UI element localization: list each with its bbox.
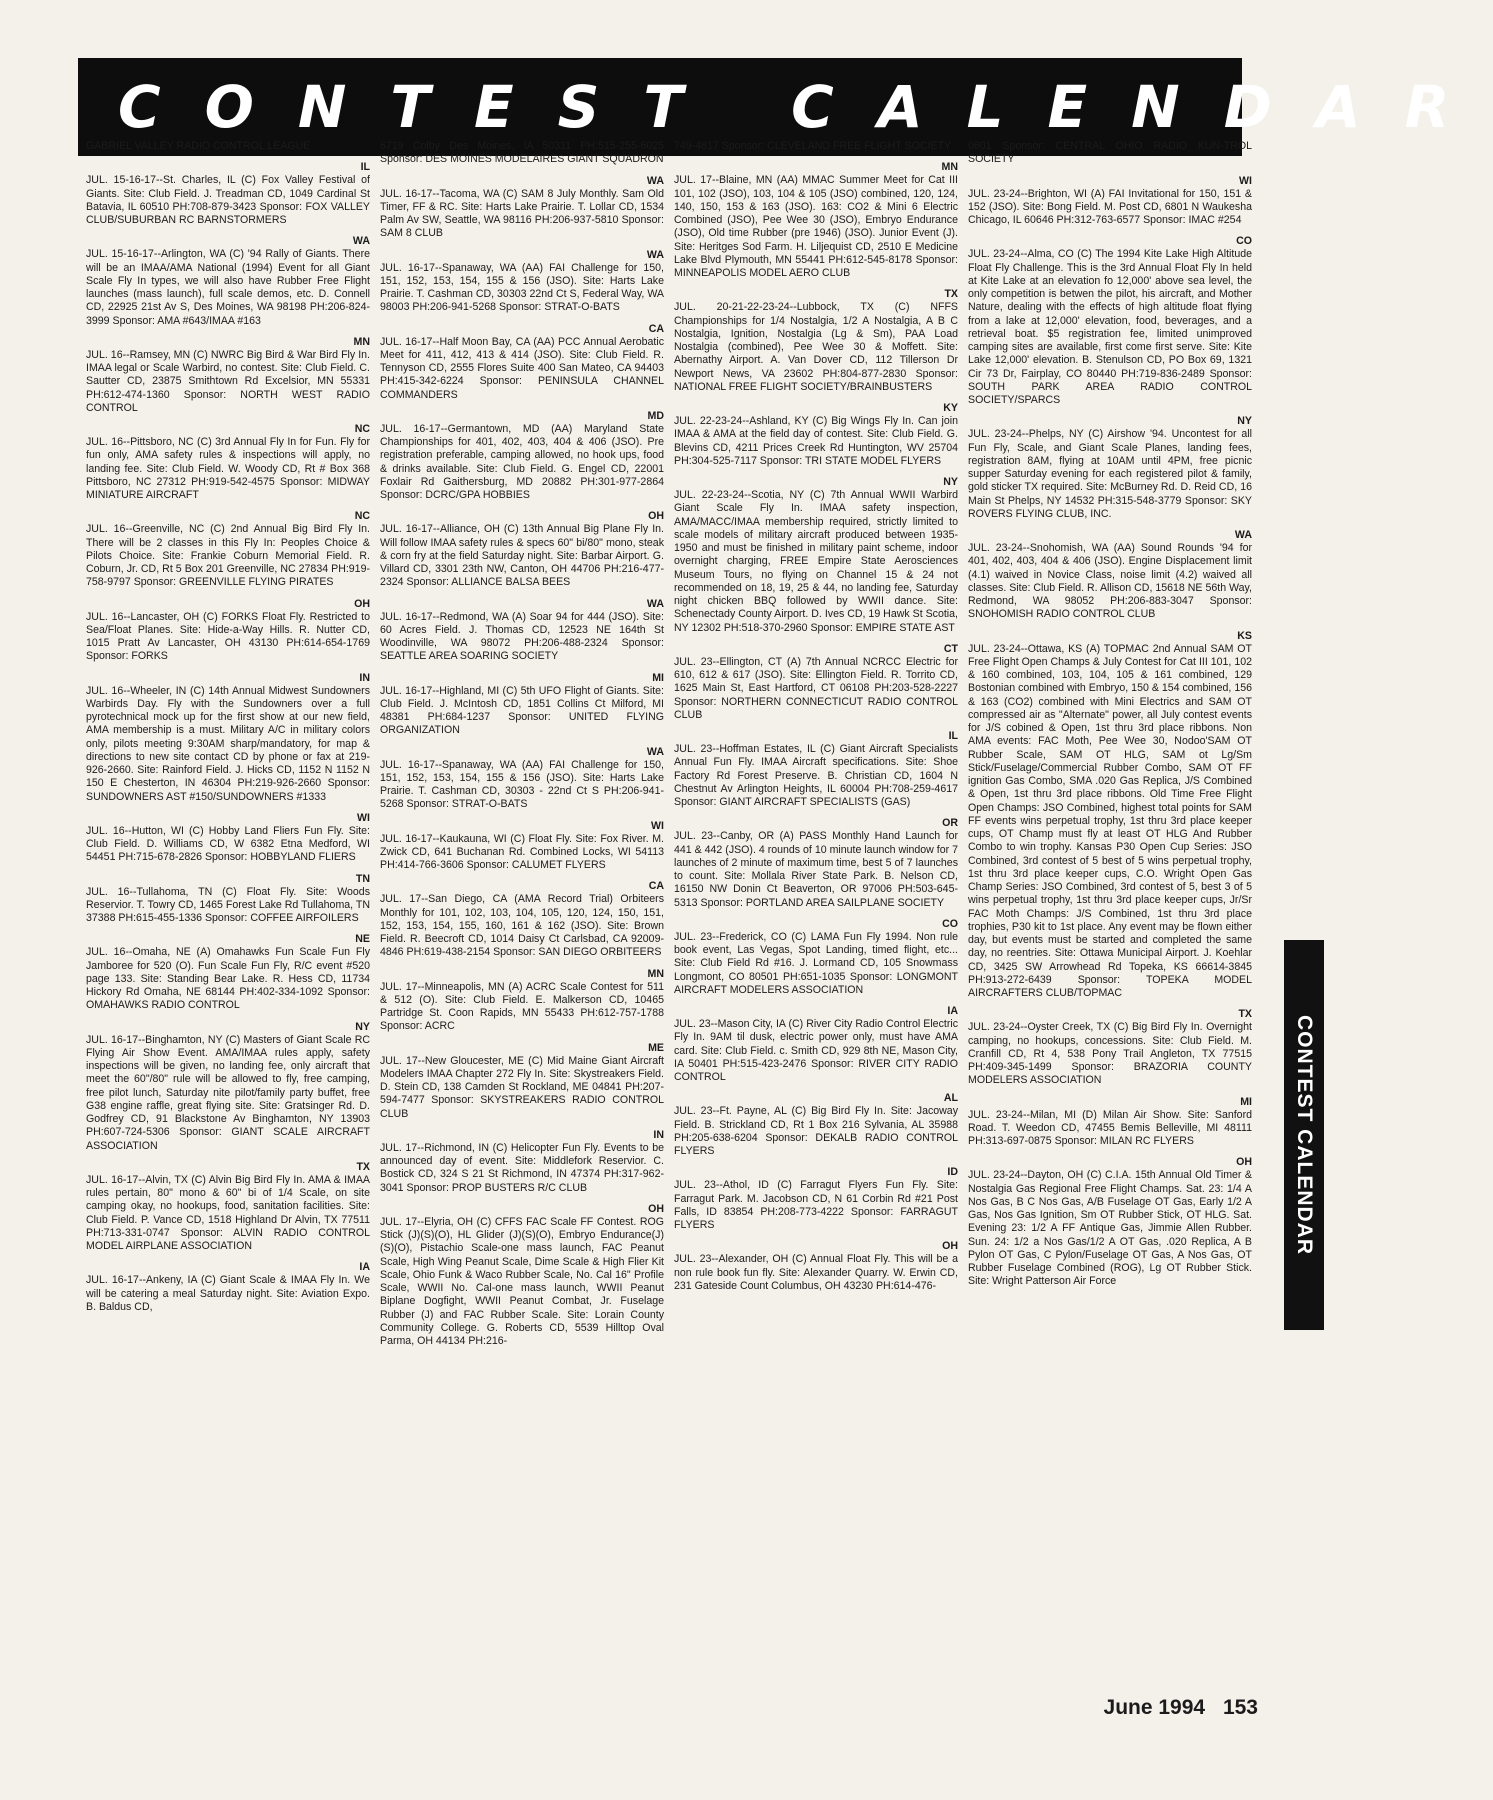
contest-entry: JUL. 16--Hutton, WI (C) Hobby Land Fliers Fun Fly. Site: Club Field. D. Williams CD, W 6382 Etna Medford, WI 54451 PH:715-678-2826 Sponsor: HOBBYLAND FLIERS	[86, 824, 370, 864]
contest-entry: JUL. 16--Omaha, NE (A) Omahawks Fun Scale Fun Fly Jamboree for 520 (O). Fun Scale Fun Fly, R/C event #520 page 133. Site: Standing Bear Lake. R. Hess CD, 11734 Hickory Rd Omaha, NE 68144 PH:402-334-1092 Sponsor: OMAHAWKS RADIO CONTROL	[86, 946, 370, 1012]
state-heading: WI	[357, 811, 370, 824]
contest-entry: JUL. 22-23-24--Scotia, NY (C) 7th Annual WWII Warbird Giant Scale Fly In. IMAA safety inspection, AMA/MACC/IMAA membership required, strictly limited to scale models of military aircraft produced between 1935-1950 and must be finished in military paint scheme, indoor overnight charging, FREE Empire State Aerosciences Museum Tours, no flying on Channel 15 & 24 not recommended on 18, 19, 25 & 44, no landing fee, Saturday night chicken BBQ followed by WWII dance. Site: Schenectady County Airport. D. Ives CD, 19 Hawk St Scotia, NY 12302 PH:518-370-2960 Sponsor: EMPIRE STATE AST	[674, 489, 958, 634]
state-heading: TX	[944, 288, 958, 301]
state-heading: NC	[354, 423, 370, 435]
state-heading: IN	[359, 671, 370, 684]
state-heading: WA	[646, 248, 664, 261]
contest-entry: JUL. 16--Wheeler, IN (C) 14th Annual Midwest Sundowners Warbirds Day. Fly with the Sundowners over a full pyrotechnical mock up for the first show at our new field, AMA membership is a must. Military A/C in military colors only, pilots meeting 9:30AM sharp/mandatory, for map & directions to new site contact CD by phone or fax at 219-926-2660. Site: Rainford Field. J. Hicks CD, 1152 N 1152 N 150 E Chesterton, IN 46304 PH:219-926-2660 Sponsor: SUNDOWNERS AST #150/SUNDOWNERS #1333	[86, 684, 370, 803]
state-heading: IN	[653, 1128, 664, 1141]
state-heading: MN	[647, 967, 664, 980]
calendar-column-1	[86, 140, 370, 1590]
state-heading: CO	[1236, 235, 1252, 248]
page-number: 153	[1222, 1696, 1258, 1719]
state-heading: NC	[354, 510, 370, 523]
issue-date: June 1994	[1103, 1696, 1206, 1719]
contest-entry: JUL. 16-17--Tacoma, WA (C) SAM 8 July Monthly. Sam Old Timer, FF & RC. Site: Harts Lake Prairie. T. Lollar CD, 1534 Palm Av SW, Seattle, WA 98116 PH:206-937-5810 Sponsor: SAM 8 CLUB	[380, 187, 664, 240]
state-heading: TX	[356, 1160, 370, 1173]
side-tab	[1284, 940, 1324, 1330]
state-heading: WA	[1234, 529, 1252, 541]
side-tab-label: CONTEST CALENDAR	[1293, 1015, 1316, 1255]
state-heading: OH	[648, 510, 664, 523]
contest-entry: JUL. 23-24--Oyster Creek, TX (C) Big Bird Fly In. Overnight camping, no hookups, concessions. Site: Club Field. M. Cranfill CD, Rt 4, 538 Pony Trail Angleton, TX 77515 PH:409-345-1499 Sponsor: BRAZORIA COUNTY MODELERS ASSOCIATION	[968, 1021, 1252, 1087]
state-heading: NY	[355, 1020, 370, 1033]
contest-entry: JUL. 23--Alexander, OH (C) Annual Float Fly. This will be a non rule book fun fly. Site: Alexander Quarry. W. Erwin CD, 231 Gateside Count Columbus, OH 43230 PH:614-476-	[674, 1253, 958, 1292]
state-heading: MN	[941, 161, 958, 174]
contest-entry: JUL. 23--Mason City, IA (C) River City Radio Control Electric Fly In. 9AM til dusk, electric power only, must have AMA card. Site: Club Field. c. Smith CD, 929 8th NE, Mason City, IA 50401 PH:515-423-2476 Sponsor: RIVER CITY RADIO CONTROL	[674, 1018, 958, 1083]
state-heading: AL	[943, 1092, 958, 1105]
state-heading: IL	[360, 161, 370, 174]
state-heading: WI	[1239, 174, 1252, 187]
state-heading: OH	[942, 1240, 958, 1253]
state-heading: MN	[353, 335, 370, 348]
contest-entry: JUL. 16-17--Germantown, MD (AA) Maryland State Championships for 401, 402, 403, 404 & 406 (JSO). Pre registration preferable, camping allowed, no hook ups, food & drinks available. Site: Club Field. G. Engel CD, 22001 Foxlair Rd Gaithersburg, MD 20882 PH:301-977-2864 Sponsor: DCRC/GPA HOBBIES	[380, 422, 664, 501]
contest-entry: JUL. 17--San Diego, CA (AMA Record Trial) Orbiteers Monthly for 101, 102, 103, 104, 105, 120, 124, 150, 151, 152, 153, 154, 155, 160, 161 & 162 (JSO). Site: Brown Field. R. Beecroft CD, 1014 Daisy Ct Carlsbad, CA 92009-4846 PH:619-438-2154 Sponsor: SAN DIEGO ORBITEERS	[380, 893, 664, 959]
state-heading: ID	[947, 1166, 958, 1179]
state-heading: IL	[948, 730, 958, 742]
contest-entry: JUL. 16-17--Spanaway, WA (AA) FAI Challenge for 150, 151, 152, 153, 154, 155 & 156 (JSO). Site: Harts Lake Prairie. T. Cashman CD, 30303 22nd Ct S, Federal Way, WA 98003 PH:206-941-5268 Sponsor: STRAT-O-BATS	[380, 261, 664, 314]
calendar-column-2	[380, 140, 664, 1590]
contest-entry: JUL. 22-23-24--Ashland, KY (C) Big Wings Fly In. Can join IMAA & AMA at the field day of contest. Site: Club Field. G. Blevins CD, 4211 Prices Creek Rd Huntington, WV 25704 PH:304-525-7117 Sponsor: TRI STATE MODEL FLYERS	[674, 415, 958, 467]
contest-entry: JUL. 16-17--Alvin, TX (C) Alvin Big Bird Fly In. AMA & IMAA rules pertain, 80" mono & 60" bi of 1/4 Scale, on site camping okay, no hookups, food, sanitation facilities. Site: Club Field. P. Vance CD, 1518 Highland Dr Alvin, TX 77511 PH:713-331-0747 Sponsor: ALVIN RADIO CONTROL MODEL AIRPLANE ASSOCIATION	[86, 1173, 370, 1252]
contest-entry: JUL. 23-24--Phelps, NY (C) Airshow '94. Uncontest for all Fun Fly, Scale, and Giant Scale Planes, landing fees, registration 8AM, flying at 10AM until 4PM, free picnic supper Saturday evening for each registered pilot & family, gold sticker TX required. Site: McBurney Rd. D. Reid CD, 16 Main St Phelps, NY 14532 PH:315-548-3779 Sponsor: SKY ROVERS FLYING CLUB, INC.	[968, 428, 1252, 520]
page-footer	[1104, 1696, 1258, 1720]
contest-entry: JUL. 16--Pittsboro, NC (C) 3rd Annual Fly In for Fun. Fly for fun only, AMA safety rules & inspections will apply, no landing fee. Site: Club Field. W. Woody CD, Rt # Box 368 Pittsboro, NC 27312 PH:919-542-4575 Sponsor: MIDWAY MINIATURE AIRCRAFT	[86, 436, 370, 501]
contest-entry: JUL. 23-24--Snohomish, WA (AA) Sound Rounds '94 for 401, 402, 403, 404 & 406 (JSO). Engine Displacement limit (4.1) waived in Novice Class, noise limit (4.2) waived all classes. Site: Club Field. R. Allison CD, 15618 NE 56th Way, Redmond, WA 98052 PH:206-883-3047 Sponsor: SNOHOMISH RADIO CONTROL CLUB	[968, 542, 1252, 621]
contest-entry: JUL. 23-24--Milan, MI (D) Milan Air Show. Site: Sanford Road. T. Weedon CD, 47455 Bemis Belleville, MI 48111 PH:313-697-0875 Sponsor: MILAN RC FLYERS	[968, 1108, 1252, 1147]
state-heading: OH	[1236, 1156, 1252, 1169]
state-heading: WA	[646, 745, 664, 758]
state-heading: TN	[355, 872, 370, 885]
state-heading: WA	[352, 235, 370, 248]
contest-entry: JUL. 16-17--Half Moon Bay, CA (AA) PCC Annual Aerobatic Meet for 411, 412, 413 & 414 (JSO). Site: Club Field. R. Tennyson CD, 2555 Flores Suite 400 San Mateo, CA 94403 PH:415-342-6224 Sponsor: PENINSULA CHANNEL COMMANDERS	[380, 335, 664, 401]
state-heading: OR	[942, 817, 958, 830]
state-heading: NY	[943, 476, 958, 488]
contest-entry: JUL. 16-17--Ankeny, IA (C) Giant Scale & IMAA Fly In. We will be catering a meal Saturday night. Site: Aviation Expo. B. Baldus CD,	[86, 1274, 370, 1313]
state-heading: MD	[647, 409, 664, 422]
contest-entry: JUL. 23--Ellington, CT (A) 7th Annual NCRCC Electric for 610, 612 & 617 (JSO). Site: Ellington Field. R. Torrito CD, 1625 Main St, East Hartford, CT 06108 PH:203-528-2227 Sponsor: NORTHERN CONNECTICUT RADIO CONTROL CLUB	[674, 655, 958, 721]
contest-entry: JUL. 23--Ft. Payne, AL (C) Big Bird Fly In. Site: Jacoway Field. B. Strickland CD, Rt 1 Box 216 Sylvania, AL 35988 PH:205-638-6204 Sponsor: DEKALB RADIO CONTROL FLYERS	[674, 1105, 958, 1157]
contest-entry: JUL. 17--Richmond, IN (C) Helicopter Fun Fly. Events to be announced day of event. Site: Middlefork Reservior. C. Bostick CD, 324 S 21 St Richmond, IN 47374 PH:317-962-3041 Sponsor: PROP BUSTERS R/C CLUB	[380, 1141, 664, 1194]
contest-entry: JUL. 23--Hoffman Estates, IL (C) Giant Aircraft Specialists Annual Fun Fly. IMAA Aircraft specifications. Site: Shoe Factory Rd Forest Preserve. B. Christian CD, 1604 N Chestnut Av Arlington Heights, IL 60004 PH:708-259-4617 Sponsor: GIANT AIRCRAFT SPECIALISTS (GAS)	[674, 743, 958, 808]
state-heading: WI	[651, 819, 664, 832]
state-heading: CO	[942, 917, 958, 930]
state-heading: IA	[359, 1261, 370, 1274]
calendar-column-4	[968, 140, 1252, 1590]
contest-entry: JUL. 23--Canby, OR (A) PASS Monthly Hand Launch for 441 & 442 (JSO). 4 rounds of 10 minute launch window for 7 launches of 2 minute of maximum time, best 5 of 7 launches to count. Site: Mollala River State Park. B. Nelson CD, 16150 NW Donin Ct Beaverton, OR 97006 PH:503-645-5313 Sponsor: PORTLAND AREA SAILPLANE SOCIETY	[674, 830, 958, 909]
state-heading: OH	[648, 1202, 664, 1215]
state-heading: MI	[1240, 1095, 1252, 1108]
state-heading: KS	[1237, 629, 1252, 642]
contest-entry: JUL. 16--Greenville, NC (C) 2nd Annual Big Bird Fly In. There will be 2 classes in this Fly In: Peoples Choice & Pilots Choice. Site: Frankie Coburn Memorial Field. R. Coburn, Jr. CD, Rt 5 Box 201 Greenville, NC 27834 PH:919-758-9797 Sponsor: GREENVILLE FLYING PIRATES	[86, 523, 370, 589]
state-heading: OH	[354, 597, 370, 610]
state-heading: CA	[648, 880, 664, 893]
contest-entry: JUL. 16--Lancaster, OH (C) FORKS Float Fly. Restricted to Sea/Float Planes. Site: Hide-a-Way Hills. R. Nutter CD, 1015 Pratt Av Lancaster, OH 43130 PH:614-654-1769 Sponsor: FORKS	[86, 610, 370, 663]
contest-entry: 6719 Colby Des Moines, IA 50311 PH:515-255-6025 Sponsor: DES MOINES MODELAIRES GIANT SQUADRON	[380, 140, 664, 166]
contest-entry: JUL. 16--Ramsey, MN (C) NWRC Big Bird & War Bird Fly In. IMAA legal or Scale Warbird, no contest. Site: Club Field. C. Sautter CD, 23875 Smithtown Rd Excelsior, MN 55331 PH:612-474-1360 Sponsor: NORTH WEST RADIO CONTROL	[86, 348, 370, 414]
state-heading: CA	[648, 322, 664, 335]
contest-entry: JUL. 15-16-17--St. Charles, IL (C) Fox Valley Festival of Giants. Site: Club Field. J. Treadman CD, 1049 Cardinal St Batavia, IL 60510 PH:708-879-3423 Sponsor: FOX VALLEY CLUB/SUBURBAN RC BARNSTORMERS	[86, 174, 370, 226]
state-heading: NE	[355, 933, 370, 946]
contest-entry: JUL. 23-24--Dayton, OH (C) C.I.A. 15th Annual Old Timer & Nostalgia Gas Regional Free Flight Champs. Sat. 23: 1/4 A Nos Gas, B C Nos Gas, A/B Fuselage OT Gas, Early 1/2 A Gas, Nos Gas Ignition, Sm OT Rubber Stick, OT HLG. Sat. Evening 23: 1/2 A FF Antique Gas, Jimmie Allen Rubber. Sun. 24: 1/2 a Nos Gas/1/2 A OT Gas, .020 Replica, A B Pylon OT Gas, C Pylon/Fuselage OT Gas, A Nos Gas, OT Rubber Fuselage Combined (ROG), Lg OT Rubber Stick. Site: Wright Patterson Air Force	[968, 1169, 1252, 1288]
state-heading: MI	[652, 671, 664, 684]
contest-entry: JUL. 23-24--Alma, CO (C) The 1994 Kite Lake High Altitude Float Fly Challenge. This is the 3rd Annual Float Fly In held at Kite Lake at an elevation fo 12,000' above sea level, the only competition is betwen the pilot, his aircraft, and Mother Nature, dealing with the effects of high altitude float flying from a lake at 12,000' elevation, food, beverages, and a retrieval boat. $5 registration fee, limited unimproved camping sites are available, first come first serve. Site: Kite Lake 12,000' elevation. B. Stenulson CD, PO Box 69, 1321 Cir 73 Dr, Fairplay, CO 80440 PH:719-836-2489 Sponsor: SOUTH PARK AREA RADIO CONTROL SOCIETY/SPARCS	[968, 248, 1252, 406]
state-heading: KY	[943, 402, 958, 414]
contest-entry: JUL. 17--Blaine, MN (AA) MMAC Summer Meet for Cat III 101, 102 (JSO), 103, 104 & 105 (JSO) combined, 120, 124, 140, 150, 153 & 163 (JSO). 163: CO2 & Mini 6 Electric Combined (JSO), Pee Wee 30 (JSO), Embryo Endurance (JSO), Old time Rubber (pre 1946) (JSO). Junior Event (J). Site: Heritges Sod Farm. H. Liljequist CD, 2510 E Medicine Lake Blvd Plymouth, MN 55441 PH:612-545-8178 Sponsor: MINNEAPOLIS MODEL AERO CLUB	[674, 174, 958, 279]
contest-entry: JUL. 16-17--Binghamton, NY (C) Masters of Giant Scale RC Flying Air Show Event. AMA/IMAA rules apply, safety inspections will be given, no landing fee, only aircraft that meet the 60"/80" rule will be allowed to fly, free camping, free pilot lunch, Saturday nite pilot/family party buffet, free G38 engine raffle, great flying site. Site: Gratsinger Rd. D. Godfrey CD, 91 Blackstone Av Binghamton, NY 13903 PH:607-724-5306 Sponsor: GIANT SCALE AIRCRAFT ASSOCIATION	[86, 1033, 370, 1152]
contest-entry: JUL. 23-24--Brighton, WI (A) FAI Invitational for 150, 151 & 152 (JSO). Site: Bong Field. M. Post CD, 6801 N Waukesha Chicago, IL 60646 PH:312-763-6577 Sponsor: IMAC #254	[968, 187, 1252, 226]
contest-entry: JUL. 16-17--Kaukauna, WI (C) Float Fly. Site: Fox River. M. Zwick CD, 641 Buchanan Rd. Combined Locks, WI 54113 PH:414-766-3606 Sponsor: CALUMET FLYERS	[380, 832, 664, 871]
contest-entry: JUL. 16-17--Redmond, WA (A) Soar 94 for 444 (JSO). Site: 60 Acres Field. J. Thomas CD, 12523 NE 164th St Woodinville, WA 98072 PH:206-488-2324 Sponsor: SEATTLE AREA SOARING SOCIETY	[380, 610, 664, 663]
state-heading: CT	[943, 642, 958, 655]
contest-entry: JUL. 17--New Gloucester, ME (C) Mid Maine Giant Aircraft Modelers IMAA Chapter 272 Fly In. Site: Skystreakers Field. D. Stein CD, 138 Camden St Rockland, ME 04841 PH:207-594-7477 Sponsor: SKYSTREAKERS RADIO CONTROL CLUB	[380, 1054, 664, 1120]
calendar-column-3	[674, 140, 958, 1590]
state-heading: NY	[1237, 415, 1252, 428]
contest-entry: 749-4817 Sponsor: CLEVELAND FREE FLIGHT SOCIETY	[674, 140, 952, 152]
state-heading: TX	[1238, 1008, 1252, 1021]
state-heading: WA	[646, 597, 664, 610]
contest-entry: JUL. 16-17--Alliance, OH (C) 13th Annual Big Plane Fly In. Will follow IMAA safety rules & specs 60" bi/80" mono, steak & corn fry at the field Saturday night. Site: Barbar Airport. G. Villard CD, 3301 23th NW, Canton, OH 44706 PH:216-477-2324 Sponsor: ALLIANCE BALSA BEES	[380, 523, 664, 589]
contest-entry: JUL. 20-21-22-23-24--Lubbock, TX (C) NFFS Championships for 1/4 Nostalgia, 1/2 A Nostalgia, A B C Nostalgia, Ignition, Nostalgia (Lg & Sm), PAA Load Nostalgia (combined), Pee Wee 30 & Moffett. Site: Abernathy Airport. A. Van Dover CD, 112 Tillerson Dr Newport News, VA 23602 PH:804-877-2830 Sponsor: NATIONAL FREE FLIGHT SOCIETY/BRAINBUSTERS	[674, 301, 958, 393]
contest-entry: JUL. 17--Elyria, OH (C) CFFS FAC Scale FF Contest. ROG Stick (J)(S)(O), HL Glider (J)(S)(O), Embryo Endurance(J)(S)(O), Pistachio Scale-one mass launch, FAC Peanut Scale, High Wing Peanut Scale, Dime Scale & High Flier Kit Scale, Ohio Funk & Waco Rubber Scale, No. Cal 16" Profile Scale, WWII No. Cal-one mass launch, WWII Peanut Biplane Dogfight, WWII Peanut Combat, Jr. Fuselage Rubber (J) and FAC Rubber Scale. Site: Lorain County Community College. G. Roberts CD, 5539 Hilltop Oval Parma, OH 44134 PH:216-	[380, 1215, 664, 1347]
state-heading: WA	[646, 174, 664, 187]
banner-title: CONTEST CALENDAR	[118, 73, 1493, 141]
contest-entry: JUL. 16-17--Highland, MI (C) 5th UFO Flight of Giants. Site: Club Field. J. McIntosh CD, 1851 Collins Ct Milford, MI 48381 PH:684-1237 Sponsor: UNITED FLYING ORGANIZATION	[380, 684, 664, 737]
state-heading: ME	[648, 1041, 664, 1054]
contest-entry: JUL. 16--Tullahoma, TN (C) Float Fly. Site: Woods Reservior. T. Towry CD, 1465 Forest Lake Rd Tullahoma, TN 37388 PH:615-455-1336 Sponsor: COFFEE AIRFOILERS	[86, 885, 370, 924]
contest-entry: JUL. 15-16-17--Arlington, WA (C) '94 Rally of Giants. There will be an IMAA/AMA National (1994) Event for all Giant Scale Fly In types, we will also have Rubber Free Flight launches (mass launch), full scale demos, etc. D. Connell CD, 22925 21st Av S, Des Moines, WA 98198 PH:206-824-3999 Sponsor: AMA #643/IMAA #163	[86, 248, 370, 327]
contest-entry: JUL. 23--Frederick, CO (C) LAMA Fun Fly 1994. Non rule book event, Las Vegas, Spot Landing, timed flight, etc... Site: Club Field Rd #16. J. Lormand CD, 105 Snowmass Longmont, CO 80501 PH:651-1035 Sponsor: LONGMONT AIRCRAFT MODELERS ASSOCIATION	[674, 930, 958, 996]
contest-entry: JUL. 23-24--Ottawa, KS (A) TOPMAC 2nd Annual SAM OT Free Flight Open Champs & July Contest for Cat III 101, 102 & 160 combined, 103, 104, 105 & 161 combined, 129 Bostonian combined with Embryo, 150 & 154 combined, 156 & 163 (CO2) combined with Mini Electrics and SAM OT compressed air as "Alternate" power, all July contest events for J/S cobined & Open, 1st thru 3rd place ribbons. Non AMA events: FAC Moth, Pee Wee 30, Nodoo'SAM OT Rubber Scale, SAM OT HLG, SAM ot Lg/Sm Stick/Fuselage/Commercial Rubber Combo, SAM OT FF ignition Gas Combo, SMA .020 Gas Replica, J/S Combined & Open, 1st thru 3rd place ribbons. Old Time Free Flight Open Champs: JSO Combined, highest total points for SAM FF events wins perpetual trophy, 1st thru 3rd place keeper cups, OT Champ must fly at least OT HLG And Rubber Combo to win trophy. Kansas P30 Open Cup Series: JSO Combined, 3rd contest of 5 best of 5 wins perpetual trophy, 1st thru 3rd place keeper cups, C.O. Wright Open Gas Champ Series: JSO Combined, 3rd contest of 5, best 3 of 5 wins perpetual trophy, 1st thru 3rd place keeper cups, Jr/Sr FAC Moth Champs: J/S Combined, 1st thru 3rd place trophies, P30 kit to 1st place. Any event may be flown either day, but events must be started and completed the same day, no reentries. Site: Ottawa Municipal Airport. J. Koehlar CD, 3425 SW Arrowhead Rd Topeka, KS 66614-3845 PH:913-272-6439 Sponsor: TOPEKA MODEL AIRCRAFTERS CLUB/TOPMAC	[968, 642, 1252, 999]
contest-entry: JUL. 23--Athol, ID (C) Farragut Flyers Fun Fly. Site: Farragut Park. M. Jacobson CD, N 61 Corbin Rd #21 Post Falls, ID 83854 PH:208-773-4222 Sponsor: FARRAGUT FLYERS	[674, 1179, 958, 1231]
contest-entry: 0601 Sponsor: CENTRAL OHIO RADIO KUN-TROL SOCIETY	[968, 140, 1252, 166]
contest-entry: JUL. 17--Minneapolis, MN (A) ACRC Scale Contest for 511 & 512 (O). Site: Club Field. E. Malkerson CD, 10465 Partridge St. Coon Rapids, MN 55433 PH:612-757-1788 Sponsor: ACRC	[380, 980, 664, 1033]
contest-entry: JUL. 16-17--Spanaway, WA (AA) FAI Challenge for 150, 151, 152, 153, 154, 155 & 156 (JSO). Site: Harts Lake Prairie. T. Cashman CD, 30303 - 22nd Ct S PH:206-941-5268 Sponsor: STRAT-O-BATS	[380, 758, 664, 811]
contest-entry: GABRIEL VALLEY RADIO CONTROL LEAGUE	[86, 140, 311, 152]
state-heading: IA	[947, 1005, 958, 1017]
calendar-columns	[86, 140, 1284, 1590]
